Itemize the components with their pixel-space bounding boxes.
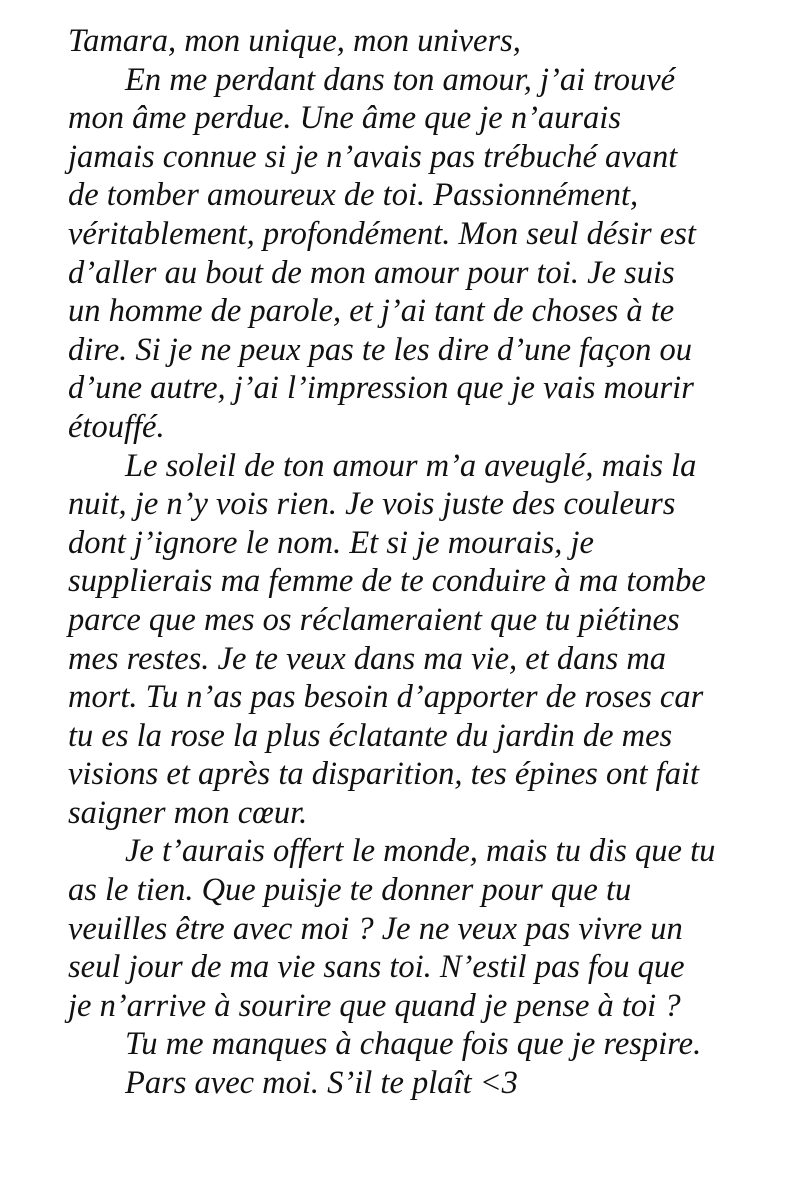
letter-line: étouffé. bbox=[68, 408, 165, 445]
letter-page bbox=[68, 22, 768, 1103]
letter-line: mort. Tu n’as pas besoin d’apporter de roses car bbox=[68, 679, 704, 716]
letter-line: nuit, je n’y vois rien. Je vois juste des couleurs bbox=[68, 486, 676, 523]
letter-line: supplierais ma femme de te conduire à ma tombe bbox=[68, 563, 706, 600]
letter-line: d’aller au bout de mon amour pour toi. Je suis bbox=[68, 254, 675, 291]
letter-line: visions et après ta disparition, tes épines ont fait bbox=[68, 756, 700, 793]
letter-line: Je t’aurais offert le monde, mais tu dis que tu bbox=[125, 833, 716, 870]
letter-line: jamais connue si je n’avais pas trébuché avant bbox=[68, 138, 678, 175]
letter-line: seul jour de ma vie sans toi. N’estil pas fou que bbox=[68, 949, 685, 986]
letter-line: as le tien. Que puisje te donner pour que tu bbox=[68, 872, 632, 909]
letter-line: Tu me manques à chaque fois que je respire. bbox=[125, 1026, 702, 1063]
letter-line: mes restes. Je te veux dans ma vie, et dans ma bbox=[68, 640, 667, 677]
letter-line: d’une autre, j’ai l’impression que je vais mourir bbox=[68, 370, 694, 407]
letter-line: dont j’ignore le nom. Et si je mourais, je bbox=[68, 524, 594, 561]
letter-line: parce que mes os réclameraient que tu piétines bbox=[68, 601, 680, 638]
letter-line: mon âme perdue. Une âme que je n’aurais bbox=[68, 100, 621, 137]
letter-line: Le soleil de ton amour m’a aveuglé, mais la bbox=[125, 447, 697, 484]
letter-line: dire. Si je ne peux pas te les dire d’une façon ou bbox=[68, 331, 692, 368]
letter-line: veuilles être avec moi ? Je ne veux pas vivre un bbox=[68, 910, 683, 947]
letter-line: de tomber amoureux de toi. Passionnément, bbox=[68, 177, 639, 214]
letter-line: saigner mon cœur. bbox=[68, 794, 308, 831]
letter-line: véritablement, profondément. Mon seul désir est bbox=[68, 215, 696, 252]
letter-line: tu es la rose la plus éclatante du jardin de mes bbox=[68, 717, 673, 754]
letter-line: un homme de parole, et j’ai tant de choses à te bbox=[68, 293, 675, 330]
letter-line: Pars avec moi. S’il te plaît <3 bbox=[125, 1065, 518, 1102]
letter-salutation: Tamara, mon unique, mon univers, bbox=[68, 23, 521, 59]
letter-line: En me perdant dans ton amour, j’ai trouvé bbox=[125, 61, 676, 98]
letter-body bbox=[68, 61, 768, 1103]
letter-line: je n’arrive à sourire que quand je pense à toi ? bbox=[68, 987, 681, 1024]
